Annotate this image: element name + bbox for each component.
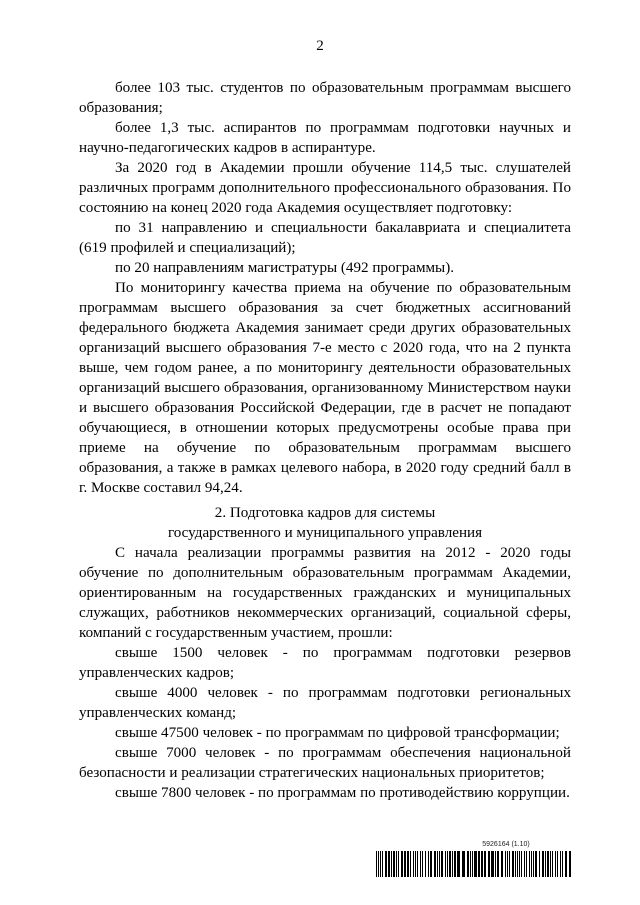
- barcode-bar: [539, 851, 540, 877]
- barcode-bar: [472, 851, 473, 877]
- barcode-bars: [376, 851, 571, 877]
- barcode-bar: [434, 851, 436, 877]
- barcode-bar: [454, 851, 456, 877]
- paragraph: свыше 47500 человек - по программам по цифровой трансформации;: [115, 725, 560, 741]
- barcode-bar: [428, 851, 429, 877]
- barcode-bar: [425, 851, 426, 877]
- barcode-bar: [521, 851, 522, 877]
- paragraph: по 31 направлению и специальности бакалавриата и специалитета (619 профилей и специализаций);: [79, 220, 571, 256]
- barcode-bar: [491, 851, 494, 877]
- text-block-2: [79, 543, 571, 803]
- barcode-bar: [413, 851, 414, 877]
- barcode-bar: [407, 851, 409, 877]
- paragraph: С начала реализации программы развития на 2012 - 2020 годы обучение по дополнительным образовательным программам Академии, ориентированным на государственных гражданских и муниципальных служащих, работников некоммерческих организаций, социальной сферы, компаний с государственным участием, прошли:: [79, 545, 571, 641]
- barcode-bar: [467, 851, 469, 877]
- barcode-bar: [555, 851, 556, 877]
- barcode-bar: [391, 851, 392, 877]
- barcode-bar: [517, 851, 518, 877]
- barcode-bar: [545, 851, 546, 877]
- barcode-bar: [388, 851, 390, 877]
- barcode-bar: [447, 851, 448, 877]
- paragraph: По мониторингу качества приема на обучение по образовательным программам высшего образования за счет бюджетных ассигнований федерального бюджета Академия занимает среди других образовательных организаций высшего образования 7-е место с 2020 года, что на 2 пункта выше, чем годом ранее, а по мониторингу деятельности образовательных организаций высшего образования, организованному Министерством науки и высшего образования Российской Федерации, где в расчет не попадают обучающиеся, в отношении которых предусмотрены особые права при приеме на обучение по образовательным программам высшего образования, а также в рамках целевого набора, в 2020 году средний балл в г. Москве составил 94,24.: [79, 280, 571, 496]
- barcode-bar: [457, 851, 460, 877]
- paragraph: свыше 4000 человек - по программам подготовки региональных управленческих команд;: [79, 685, 571, 721]
- document-code: 5926164 (1.10): [482, 841, 530, 848]
- barcode-bar: [404, 851, 406, 877]
- barcode-bar: [415, 851, 416, 877]
- barcode-bar: [378, 851, 379, 877]
- barcode-bar: [474, 851, 477, 877]
- barcode-bar: [422, 851, 423, 877]
- barcode-bar: [531, 851, 532, 877]
- paragraph: свыше 1500 человек - по программам подготовки резервов управленческих кадров;: [79, 645, 571, 681]
- barcode-bar: [441, 851, 443, 877]
- barcode-bar: [569, 851, 571, 877]
- barcode-bar: [560, 851, 561, 877]
- paragraph: свыше 7800 человек - по программам по противодействию коррупции.: [115, 785, 570, 801]
- barcode-bar: [376, 851, 377, 877]
- barcode-bar: [535, 851, 537, 877]
- barcode-bar: [410, 851, 411, 877]
- barcode: [376, 851, 572, 877]
- barcode-bar: [505, 851, 506, 877]
- barcode-bar: [509, 851, 510, 877]
- text-block-1: [79, 78, 571, 498]
- barcode-bar: [478, 851, 480, 877]
- barcode-bar: [526, 851, 527, 877]
- barcode-bar: [552, 851, 553, 877]
- barcode-bar: [495, 851, 496, 877]
- barcode-bar: [462, 851, 465, 877]
- page-number: 2: [316, 38, 324, 54]
- section-heading: [79, 503, 571, 543]
- barcode-bar: [542, 851, 544, 877]
- paragraph: более 1,3 тыс. аспирантов по программам подготовки научных и научно-педагогических кадров в аспирантуре.: [79, 120, 571, 156]
- barcode-bar: [524, 851, 525, 877]
- barcode-bar: [380, 851, 381, 877]
- section-heading-line-1: 2. Подготовка кадров для системы: [214, 505, 436, 521]
- barcode-bar: [484, 851, 486, 877]
- barcode-bar: [445, 851, 446, 877]
- barcode-bar: [557, 851, 558, 877]
- barcode-bar: [512, 851, 514, 877]
- barcode-bar: [393, 851, 395, 877]
- barcode-bar: [519, 851, 520, 877]
- barcode-bar: [501, 851, 503, 877]
- barcode-bar: [470, 851, 471, 877]
- barcode-bar: [481, 851, 483, 877]
- paragraph: За 2020 год в Академии прошли обучение 114,5 тыс. слушателей различных программ дополнительного профессионального образования. По состоянию на конец 2020 года Академия осуществляет подготовку:: [79, 160, 571, 216]
- paragraph: свыше 7000 человек - по программам обеспечения национальной безопасности и реализации стратегических национальных приоритетов;: [79, 745, 571, 781]
- barcode-bar: [565, 851, 567, 877]
- paragraph: по 20 направлениям магистратуры (492 программы).: [115, 260, 454, 276]
- section-heading-line-2: государственного и муниципального управления: [167, 525, 483, 541]
- barcode-bar: [420, 851, 421, 877]
- barcode-bar: [507, 851, 508, 877]
- barcode-bar: [382, 851, 383, 877]
- barcode-bar: [529, 851, 530, 877]
- barcode-bar: [550, 851, 551, 877]
- barcode-bar: [449, 851, 451, 877]
- barcode-bar: [439, 851, 440, 877]
- barcode-bar: [452, 851, 453, 877]
- barcode-bar: [488, 851, 490, 877]
- barcode-bar: [385, 851, 387, 877]
- barcode-bar: [398, 851, 399, 877]
- paragraph: более 103 тыс. студентов по образовательным программам высшего образования;: [79, 80, 571, 116]
- barcode-bar: [515, 851, 516, 877]
- barcode-bar: [497, 851, 499, 877]
- barcode-bar: [562, 851, 563, 877]
- barcode-bar: [430, 851, 432, 877]
- barcode-bar: [417, 851, 418, 877]
- barcode-bar: [533, 851, 534, 877]
- barcode-bar: [401, 851, 403, 877]
- barcode-bar: [396, 851, 397, 877]
- barcode-bar: [437, 851, 438, 877]
- barcode-bar: [547, 851, 549, 877]
